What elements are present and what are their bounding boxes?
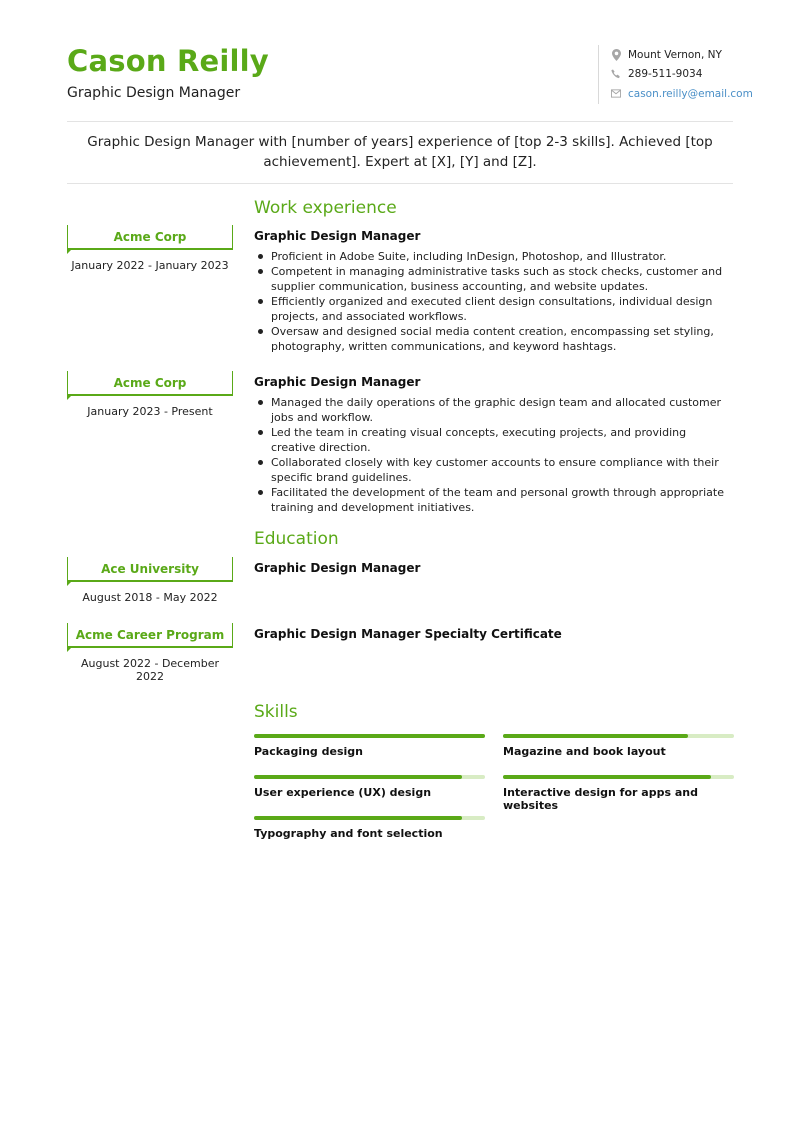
skill-bar-fill [254,734,485,738]
email-link[interactable]: cason.reilly@email.com [628,87,753,100]
skill-item [254,816,485,840]
edu-1-school: Ace University [67,557,233,581]
summary-text: Graphic Design Manager with [number of years] experience of [top 2-3 skills]. Achieved [top achievement]. Expert at [X], [Y] and [Z]. [87,134,713,170]
job-1-title: Graphic Design Manager [254,229,421,243]
skill-label: Packaging design [254,745,363,758]
skill-bar-track [254,775,485,779]
map-pin-icon [611,49,621,61]
job-2-company: Acme Corp [67,371,233,395]
candidate-title: Graphic Design Manager [67,85,241,101]
edu-2-degree: Graphic Design Manager Specialty Certificate [254,627,562,641]
skill-bar-track [254,734,485,738]
skill-label: User experience (UX) design [254,786,432,799]
skill-bar-fill [254,775,462,779]
skill-bar-fill [254,816,462,820]
divider-summary [67,183,733,184]
list-item: Oversaw and designed social media content creation, encompassing set styling, photography, written communications, and keyword hashtags. [254,324,734,354]
list-item: Managed the daily operations of the graphic design team and allocated customer jobs and workflow. [254,395,734,425]
skill-label: Magazine and book layout [503,745,666,758]
phone-text: 289-511-9034 [628,68,703,81]
job-1-company: Acme Corp [67,225,233,249]
skill-label: Typography and font selection [254,827,443,840]
job-2-bullets [254,395,734,515]
edu-1-degree: Graphic Design Manager [254,561,421,575]
skill-item [503,734,734,758]
skill-item [503,775,734,812]
skill-bar-track [254,816,485,820]
list-item: Competent in managing administrative tasks such as stock checks, customer and supplier communication, business accounting, and website updates. [254,264,734,294]
skill-item [254,775,485,799]
skill-bar-track [503,734,734,738]
job-1-dates: January 2022 - January 2023 [71,259,229,272]
list-item: Facilitated the development of the team and personal growth through appropriate training and development initiatives. [254,485,734,515]
phone-icon [611,68,621,80]
job-2-dates: January 2023 - Present [87,405,213,418]
contact-phone [611,65,748,85]
contact-location [611,45,748,65]
job-2-title: Graphic Design Manager [254,375,421,389]
list-item: Efficiently organized and executed client design consultations, individual design projects, and associated workflows. [254,294,734,324]
work-heading: Work experience [254,198,397,218]
edu-2-dates: August 2022 - December 2022 [81,657,219,683]
education-heading: Education [254,529,339,549]
list-item: Led the team in creating visual concepts, executing projects, and providing creative direction. [254,425,734,455]
edu-1-dates: August 2018 - May 2022 [82,591,218,604]
skill-bar-track [503,775,734,779]
location-text: Mount Vernon, NY [628,48,722,61]
divider-top [67,121,733,122]
list-item: Collaborated closely with key customer accounts to ensure compliance with their specific brand guidelines. [254,455,734,485]
skill-bar-fill [503,775,711,779]
edu-2-school: Acme Career Program [67,623,233,647]
envelope-icon [611,88,621,100]
contact-block [598,45,753,104]
candidate-name: Cason Reilly [67,44,269,78]
skill-bar-fill [503,734,688,738]
contact-email [611,84,753,104]
skill-label: Interactive design for apps and websites [503,786,698,812]
list-item: Proficient in Adobe Suite, including InDesign, Photoshop, and Illustrator. [254,249,734,264]
skills-heading: Skills [254,702,298,722]
job-1-bullets [254,249,734,354]
skill-item [254,734,485,758]
